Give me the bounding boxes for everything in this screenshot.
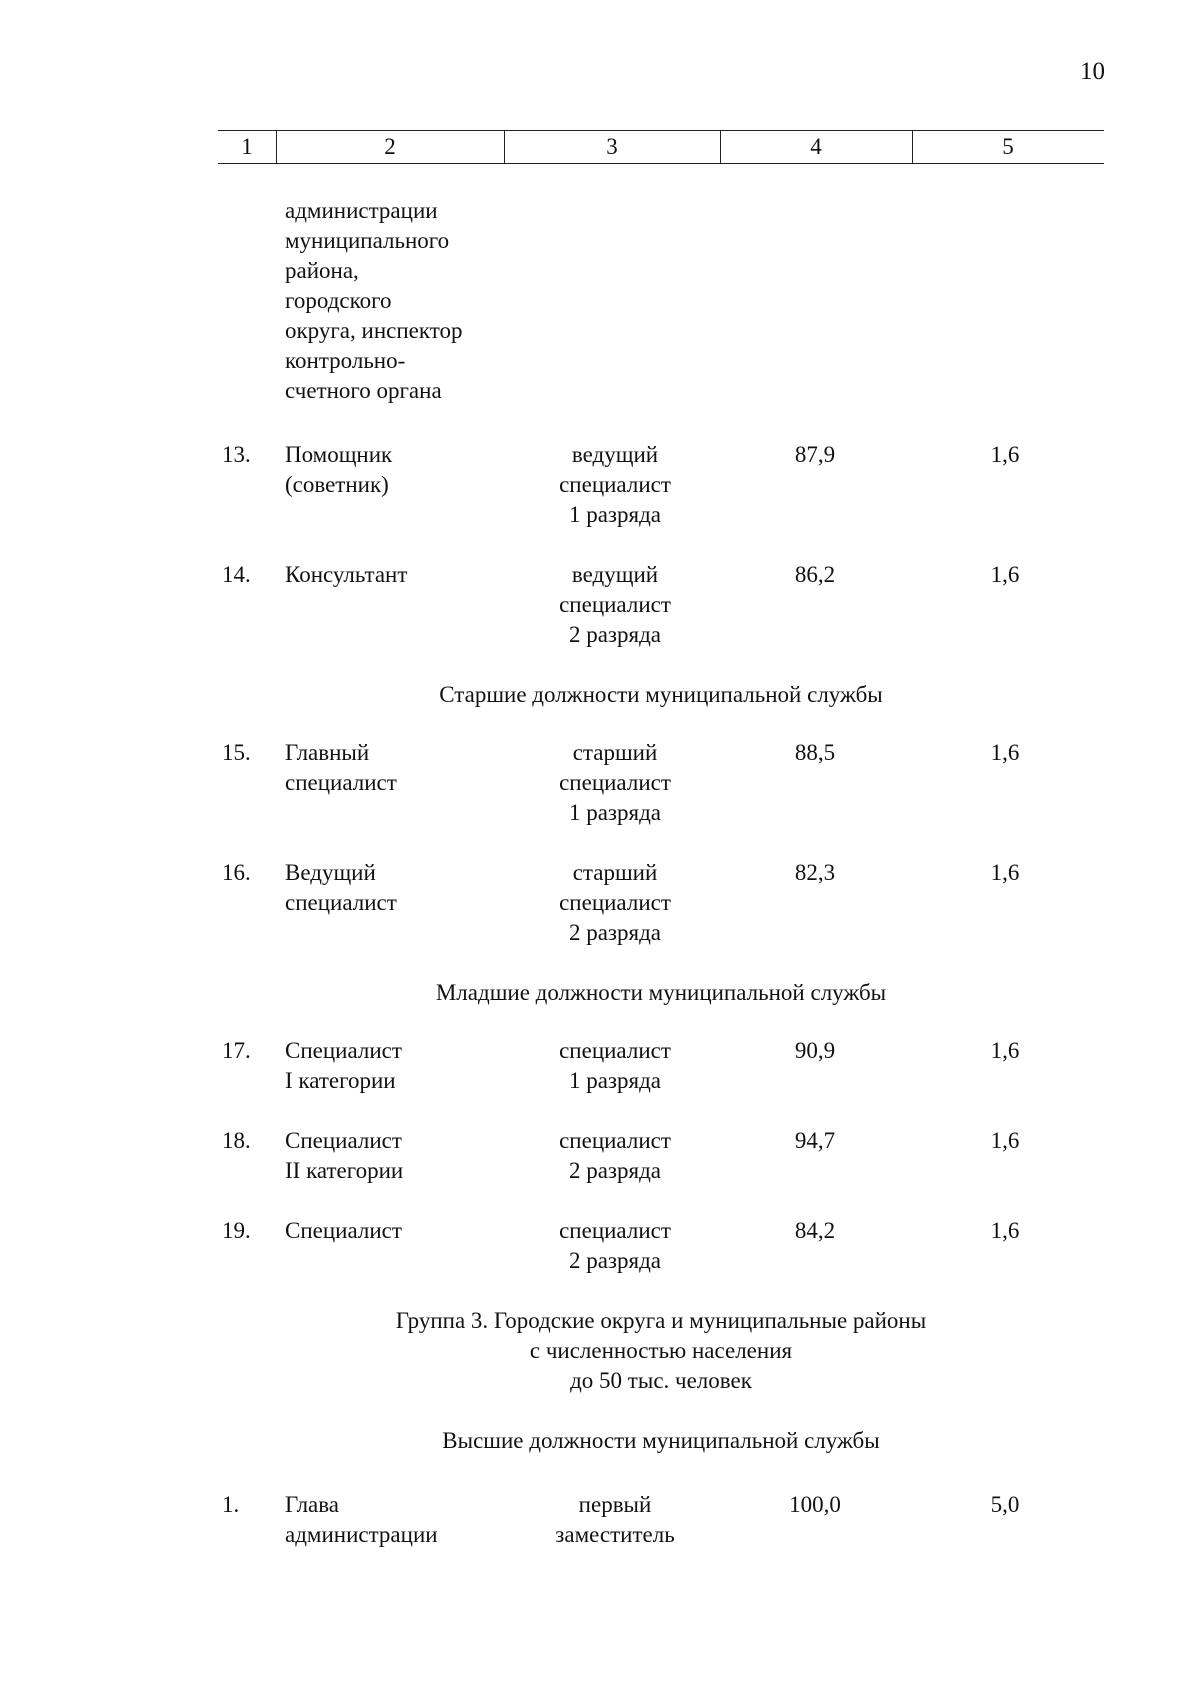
position-title: Специалист I категории (285, 1038, 402, 1093)
page-number: 10 (1080, 58, 1105, 85)
coefficient: 1,6 (990, 1218, 1020, 1243)
column-header-5: 5 (1002, 134, 1014, 159)
class-rank: специалист 1 разряда (559, 1038, 671, 1093)
position-title: Специалист (285, 1218, 402, 1243)
row-number: 19. (222, 1218, 251, 1243)
salary-percent: 84,2 (794, 1218, 836, 1243)
row-number: 14. (222, 562, 251, 587)
class-rank: специалист 2 разряда (559, 1218, 671, 1273)
coefficient: 1,6 (990, 860, 1020, 885)
coefficient: 1,6 (990, 442, 1020, 467)
row-number: 18. (222, 1128, 251, 1153)
salary-percent: 90,9 (794, 1038, 836, 1063)
section-heading-senior: Старшие должности муниципальной службы (439, 682, 883, 707)
position-title: Консультант (285, 562, 408, 587)
coefficient: 1,6 (990, 1128, 1020, 1153)
salary-percent: 82,3 (794, 860, 836, 885)
group-heading: Группа 3. Городские округа и муниципальные районы с численностью населения до 50 тыс. человек (395, 1308, 927, 1393)
salary-percent: 94,7 (794, 1128, 836, 1153)
row-number: 13. (222, 442, 251, 467)
salary-percent: 100,0 (789, 1492, 841, 1517)
section-heading-junior: Младшие должности муниципальной службы (435, 980, 887, 1005)
row-number: 17. (222, 1038, 251, 1063)
position-title: Главный специалист (285, 740, 397, 795)
continued-position-title: администрации муниципального района, городского округа, инспектор контрольно- счетного органа (285, 198, 463, 403)
salary-percent: 86,2 (794, 562, 836, 587)
row-number: 15. (222, 740, 251, 765)
row-number: 16. (222, 860, 251, 885)
class-rank: ведущий специалист 2 разряда (559, 562, 671, 647)
column-header-row (218, 130, 1104, 164)
column-header-2: 2 (384, 134, 396, 159)
position-title: Глава администрации (285, 1492, 438, 1547)
column-header-1: 1 (241, 134, 253, 159)
salary-percent: 88,5 (794, 740, 836, 765)
position-title: Ведущий специалист (285, 860, 397, 915)
class-rank: старший специалист 2 разряда (559, 860, 671, 945)
position-title: Специалист II категории (285, 1128, 404, 1183)
section-heading-highest: Высшие должности муниципальной службы (442, 1428, 880, 1453)
class-rank: специалист 2 разряда (559, 1128, 671, 1183)
row-number: 1. (222, 1492, 240, 1517)
coefficient: 1,6 (990, 1038, 1020, 1063)
column-header-3: 3 (606, 134, 618, 159)
coefficient: 5,0 (990, 1492, 1020, 1517)
position-title: Помощник (советник) (285, 442, 393, 497)
coefficient: 1,6 (990, 562, 1020, 587)
class-rank: ведущий специалист 1 разряда (559, 442, 671, 527)
class-rank: первый заместитель (555, 1492, 675, 1547)
salary-percent: 87,9 (794, 442, 836, 467)
coefficient: 1,6 (990, 740, 1020, 765)
column-header-4: 4 (810, 134, 822, 159)
class-rank: старший специалист 1 разряда (559, 740, 671, 825)
